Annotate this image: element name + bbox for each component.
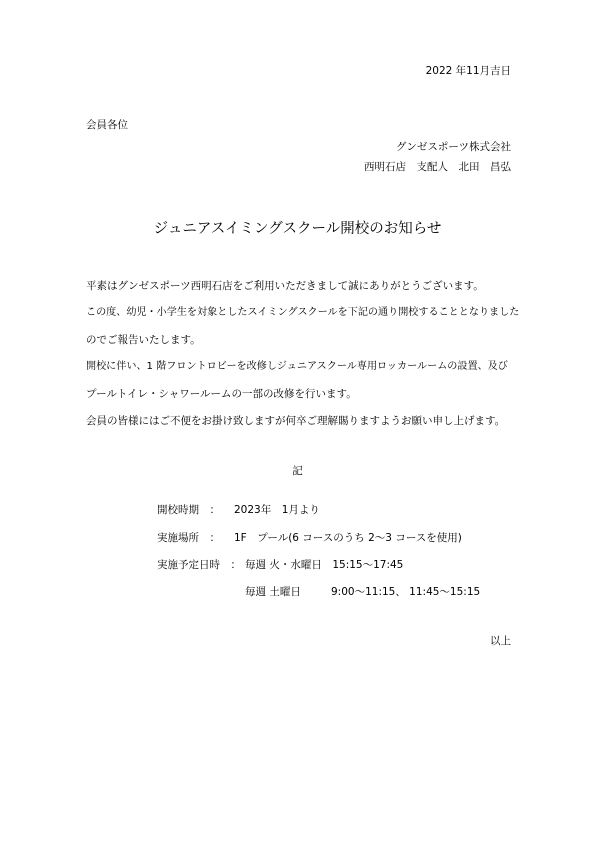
body-line-2: この度、幼児・小学生を対象としたスイミングスクールを下記の通り開校することとなりました (86, 307, 520, 318)
page-title: ジュニアスイミングスクール開校のお知らせ (153, 221, 442, 237)
schedule-weekday: 毎週 火・水曜日 15:15～17:45 (245, 559, 404, 571)
opening-value: 2023年 1月より (234, 504, 320, 516)
closing: 以上 (490, 635, 511, 647)
sender-company: グンゼスポーツ株式会社 (395, 141, 511, 153)
schedule-label: 実施予定日時 ： (157, 559, 241, 571)
location-value: 1F プール(6 コースのうち 2～3 コースを使用) (234, 532, 462, 544)
body-line-3: のでご報告いたします。 (86, 334, 201, 346)
issue-date: 2022 年11月吉日 (425, 65, 511, 77)
sender-branch: 西明石店 支配人 北田 昌弘 (364, 161, 511, 173)
body-line-4: 開校に伴い、1 階フロントロビーを改修しジュニアスクール専用ロッカールームの設置、及び (86, 361, 508, 372)
recipient: 会員各位 (86, 119, 128, 131)
schedule-saturday-day: 毎週 土曜日 (245, 586, 301, 598)
body-line-1: 平素はグンゼスポーツ西明石店をご利用いただきまして誠にありがとうございます。 (86, 280, 484, 292)
location-label: 実施場所 ： (157, 532, 220, 544)
schedule-saturday-time: 9:00～11:15、 11:45～15:15 (331, 586, 481, 598)
opening-label: 開校時期 ： (157, 504, 220, 516)
details-heading: 記 (292, 465, 303, 477)
body-line-5: プールトイレ・シャワールームの一部の改修を行います。 (86, 388, 357, 400)
body-line-6: 会員の皆様にはご不便をお掛け致しますが何卒ご理解賜りますようお願い申し上げます。 (86, 415, 506, 427)
